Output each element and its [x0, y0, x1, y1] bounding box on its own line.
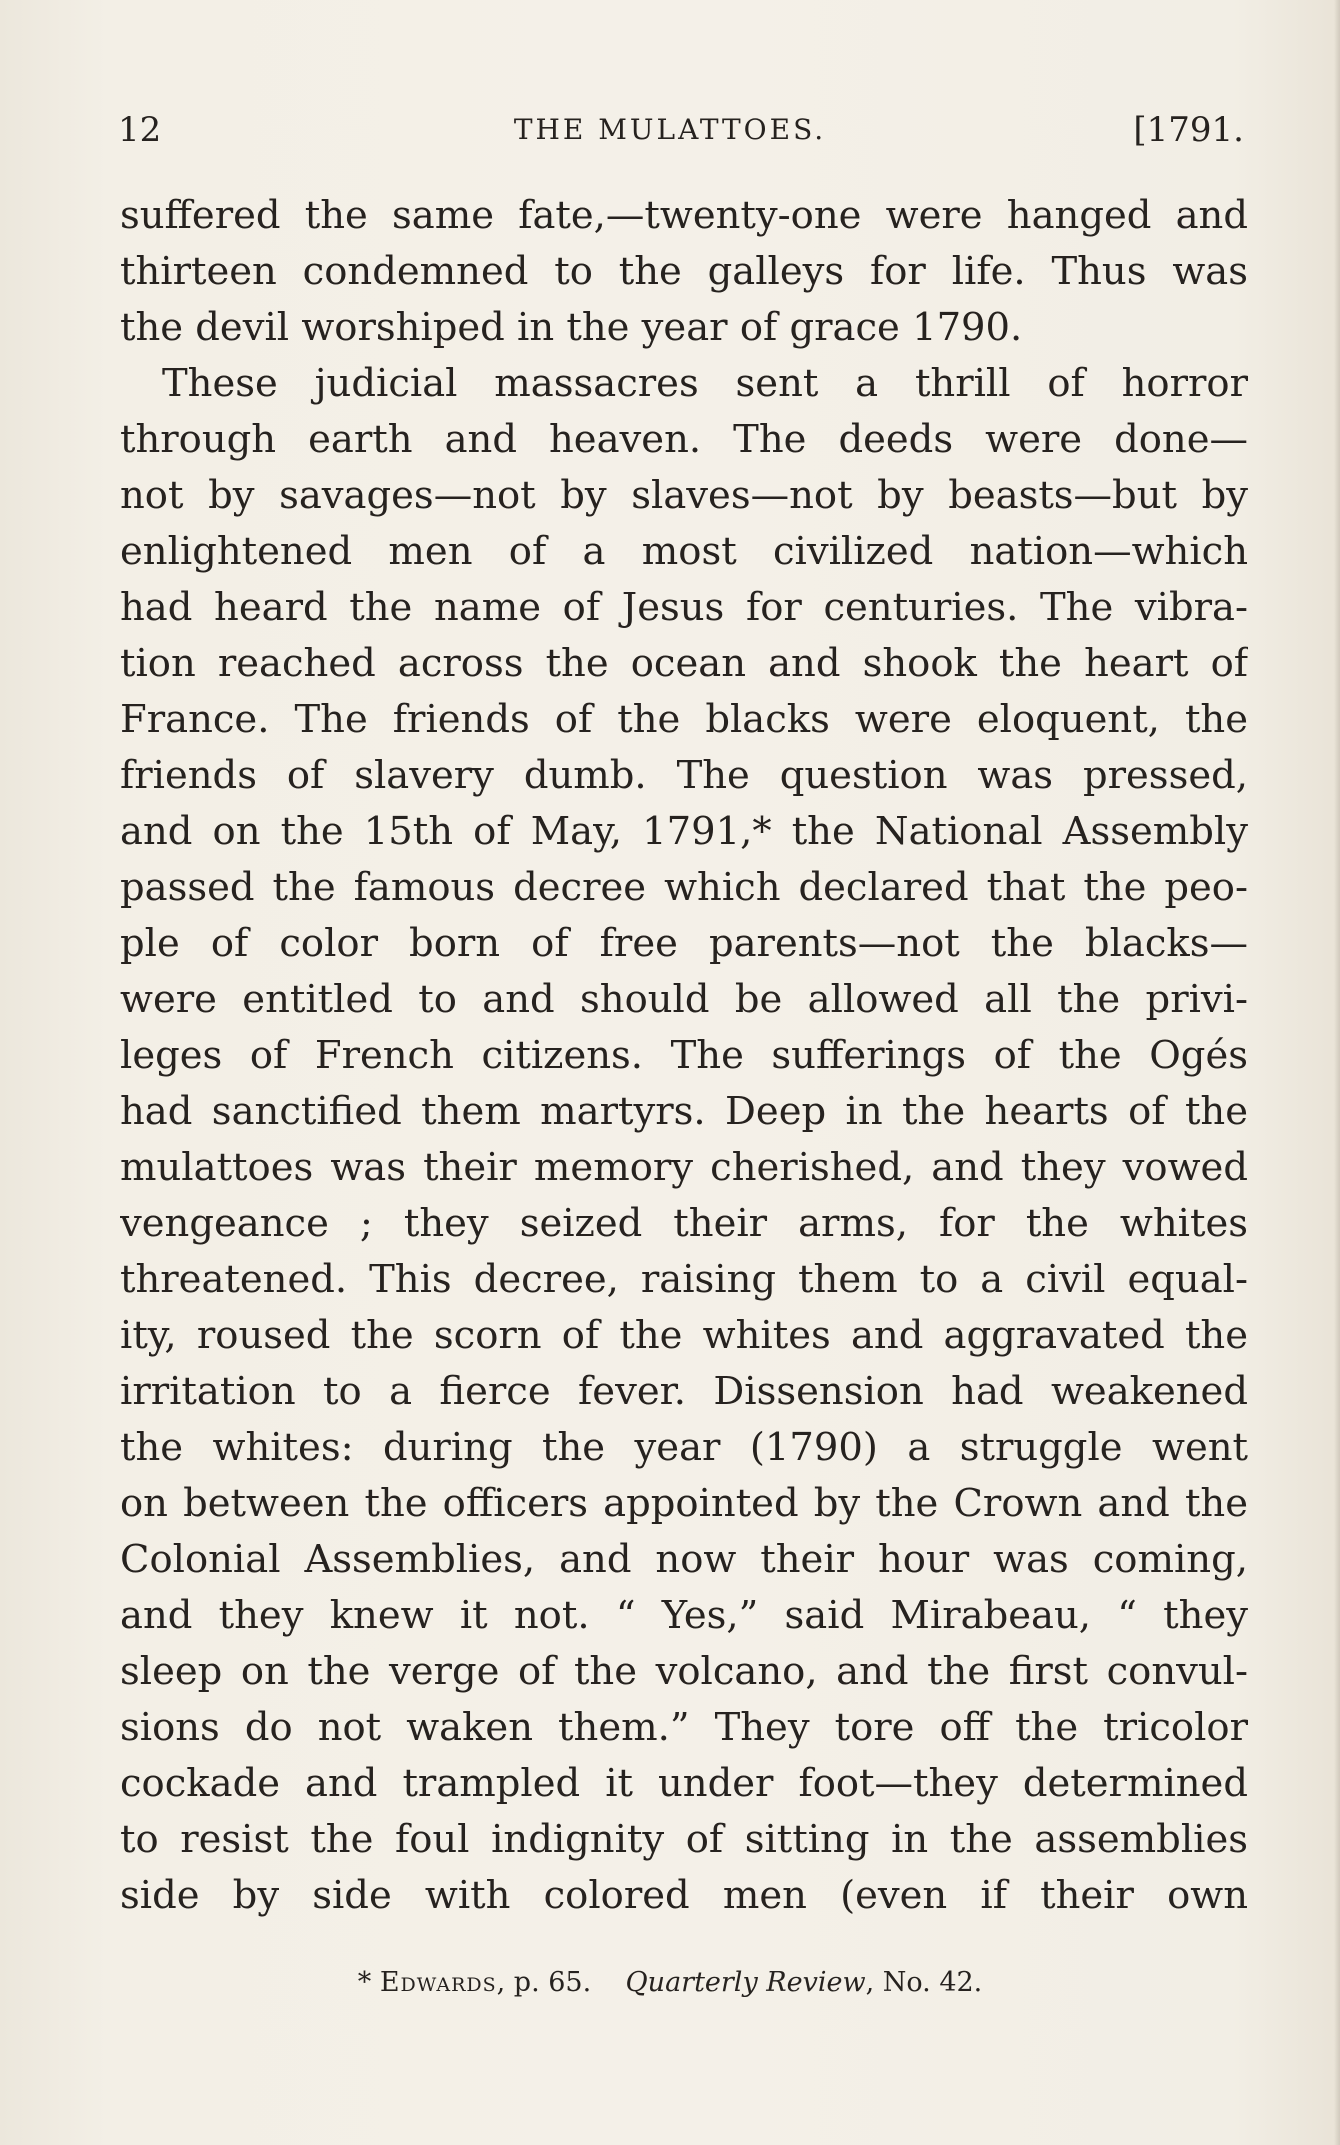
- page-edge-shadow: [1334, 0, 1340, 2145]
- text-line: side by side with colored men (even if their own: [120, 1873, 1248, 1918]
- text-line: suffered the same fate,—twenty-one were hanged and: [120, 193, 1248, 238]
- text-line: on between the officers appointed by the Crown and the: [120, 1481, 1248, 1526]
- text-line: irritation to a fierce fever. Dissension had weakened: [120, 1369, 1248, 1414]
- text-line: had sanctified them martyrs. Deep in the hearts of the: [120, 1089, 1248, 1134]
- page-number: 12: [118, 110, 162, 150]
- text-line: thirteen condemned to the galleys for life. Thus was: [120, 249, 1248, 294]
- footnote-marker: *: [357, 1967, 380, 1998]
- text-line: ity, roused the scorn of the whites and aggravated the: [120, 1313, 1248, 1358]
- running-head: [0, 100, 1340, 160]
- text-line: and they knew it not. “ Yes,” said Mirabeau, “ they: [120, 1593, 1248, 1638]
- text-line: ple of color born of free parents—not the blacks—: [120, 921, 1248, 966]
- text-line: Colonial Assemblies, and now their hour was coming,: [120, 1537, 1248, 1582]
- footnote-issue: , No. 42.: [865, 1967, 983, 1998]
- text-line: had heard the name of Jesus for centuries. The vibra-: [120, 585, 1248, 630]
- text-line: vengeance ; they seized their arms, for the whites: [120, 1201, 1248, 1246]
- text-line: to resist the foul indignity of sitting in the assemblies: [120, 1817, 1248, 1862]
- text-line: were entitled to and should be allowed all the privi-: [120, 977, 1248, 1022]
- text-line: enlightened men of a most civilized nation—which: [120, 529, 1248, 574]
- text-line-paragraph-end: the devil worshiped in the year of grace 1790.: [120, 305, 1023, 350]
- footnote-journal: Quarterly Review: [625, 1967, 866, 1998]
- footnote-author: Edwards: [379, 1967, 497, 1998]
- footnote-page-ref: , p. 65.: [496, 1967, 592, 1998]
- text-line: and on the 15th of May, 1791,* the National Assembly: [120, 809, 1248, 854]
- text-line: not by savages—not by slaves—not by beasts—but by: [120, 473, 1248, 518]
- running-title: THE MULATTOES.: [513, 113, 827, 146]
- text-line: through earth and heaven. The deeds were done—: [120, 417, 1248, 462]
- text-line: threatened. This decree, raising them to a civil equal-: [120, 1257, 1248, 1302]
- text-line-paragraph-start: These judicial massacres sent a thrill of horror: [162, 361, 1248, 406]
- text-line: tion reached across the ocean and shook the heart of: [120, 641, 1248, 686]
- text-line: sions do not waken them.” They tore off the tricolor: [120, 1705, 1248, 1750]
- text-line: leges of French citizens. The sufferings of the Ogés: [120, 1033, 1248, 1078]
- text-line: cockade and trampled it under foot—they determined: [120, 1761, 1248, 1806]
- text-line: mulattoes was their memory cherished, and they vowed: [120, 1145, 1248, 1190]
- text-line: passed the famous decree which declared that the peo-: [120, 865, 1248, 910]
- text-line: friends of slavery dumb. The question was pressed,: [120, 753, 1248, 798]
- text-line: the whites: during the year (1790) a struggle went: [120, 1425, 1248, 1470]
- running-year: [1791.: [1133, 110, 1244, 150]
- text-line: sleep on the verge of the volcano, and the first convul-: [120, 1649, 1248, 1694]
- footnote: [0, 1963, 1340, 2003]
- body-text: [120, 188, 1248, 1924]
- text-line: France. The friends of the blacks were eloquent, the: [120, 697, 1248, 742]
